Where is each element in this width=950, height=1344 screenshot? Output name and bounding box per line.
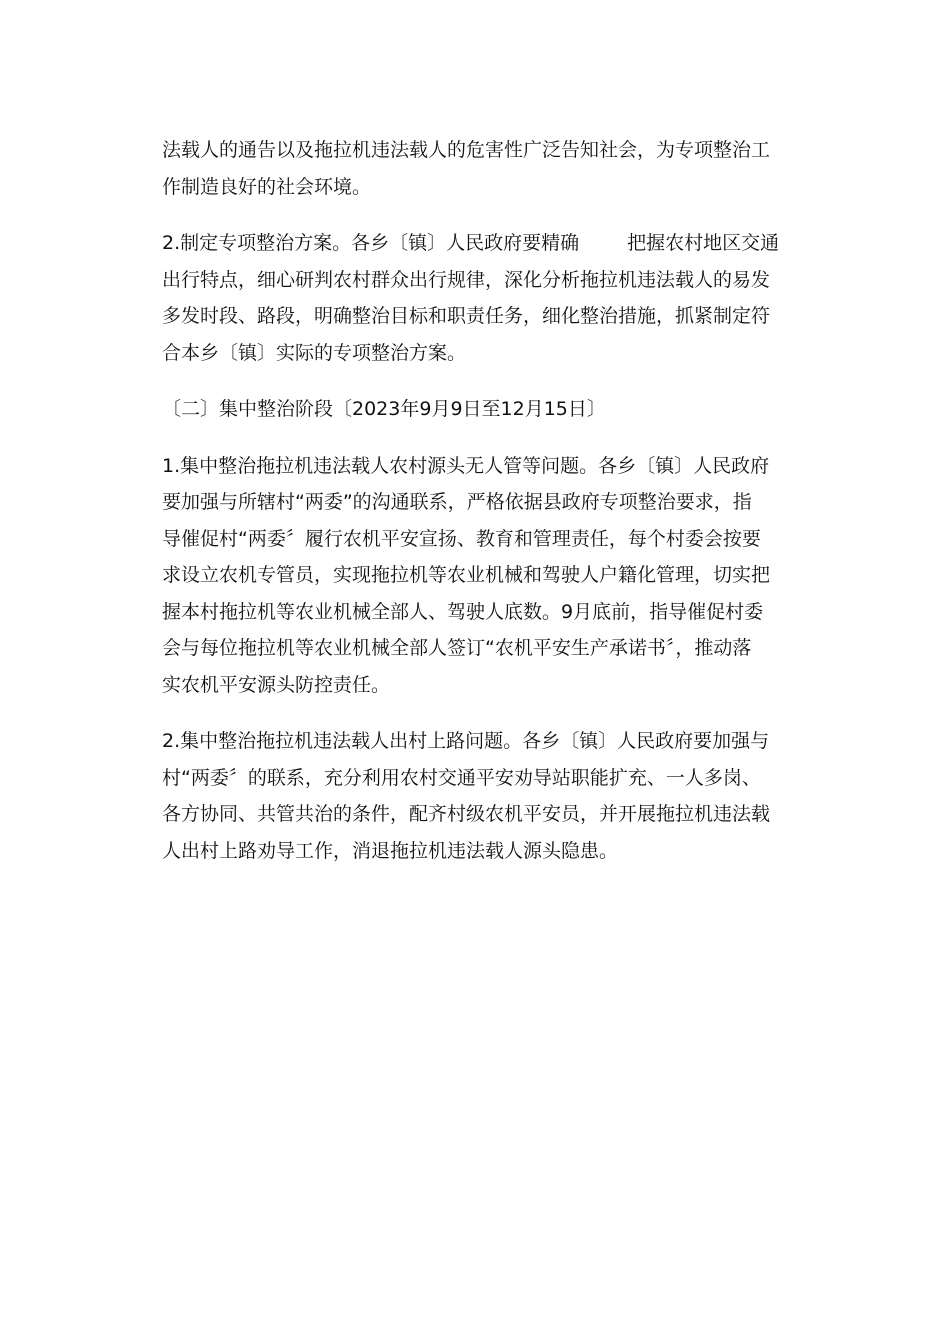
text-line: 1.集中整治拖拉机违法载人农村源头无人管等问题。各乡〔镇〕人民政府 bbox=[162, 454, 770, 477]
paragraph-4 bbox=[162, 448, 792, 704]
text-line: 会与每位拖拉机等农业机械全部人签订“农机平安生产承诺书〞，推动落 bbox=[162, 637, 752, 659]
text-segment: 2.制定专项整治方案。各乡〔镇〕人民政府要精确 bbox=[162, 232, 580, 254]
text-line: 求设立农机专管员，实现拖拉机等农业机械和驾驶人户籍化管理，切实把 bbox=[162, 564, 771, 586]
document-body bbox=[162, 132, 792, 889]
paragraph-5 bbox=[162, 723, 792, 869]
text-line: 村“两委〞的联系，充分利用农村交通平安劝导站职能扩充、一人多岗、 bbox=[162, 766, 761, 789]
text-line: 握本村拖拉机等农业机械全部人、驾驶人底数。9月底前，指导催促村委 bbox=[162, 600, 764, 623]
section-heading bbox=[162, 391, 792, 428]
text-line: 出行特点，细心研判农村群众出行规律，深化分析拖拉机违法载人的易发 bbox=[162, 268, 771, 291]
text-line: 2.集中整治拖拉机违法载人出村上路问题。各乡〔镇〕人民政府要加强与 bbox=[162, 730, 770, 752]
text-line: 作制造良好的社会环境。 bbox=[162, 175, 372, 198]
paragraph-2 bbox=[162, 225, 792, 371]
text-line: 人出村上路劝导工作，消退拖拉机违法载人源头隐患。 bbox=[162, 839, 619, 862]
text-line: 多发时段、路段，明确整治目标和职责任务，细化整治措施，抓紧制定符 bbox=[162, 305, 771, 327]
text-line: 〔二〕集中整治阶段〔2023年9月9日至12月15日〕 bbox=[162, 398, 606, 420]
text-line: 各方协同、共管共治的条件，配齐村级农机平安员，并开展拖拉机违法载 bbox=[162, 803, 771, 825]
text-line bbox=[162, 225, 792, 262]
text-line: 合本乡〔镇〕实际的专项整治方案。 bbox=[162, 341, 467, 364]
text-segment: 把握农村地区交通 bbox=[627, 232, 780, 254]
text-line: 导催促村“两委〞履行农机平安宣扬、教育和管理责任，每个村委会按要 bbox=[162, 527, 761, 550]
paragraph-1 bbox=[162, 132, 792, 205]
text-line: 要加强与所辖村“两委”的沟通联系，严格依据县政府专项整治要求，指 bbox=[162, 491, 752, 513]
text-line: 法载人的通告以及拖拉机违法载人的危害性广泛告知社会，为专项整治工 bbox=[162, 139, 771, 161]
text-line: 实农机平安源头防控责任。 bbox=[162, 673, 391, 696]
